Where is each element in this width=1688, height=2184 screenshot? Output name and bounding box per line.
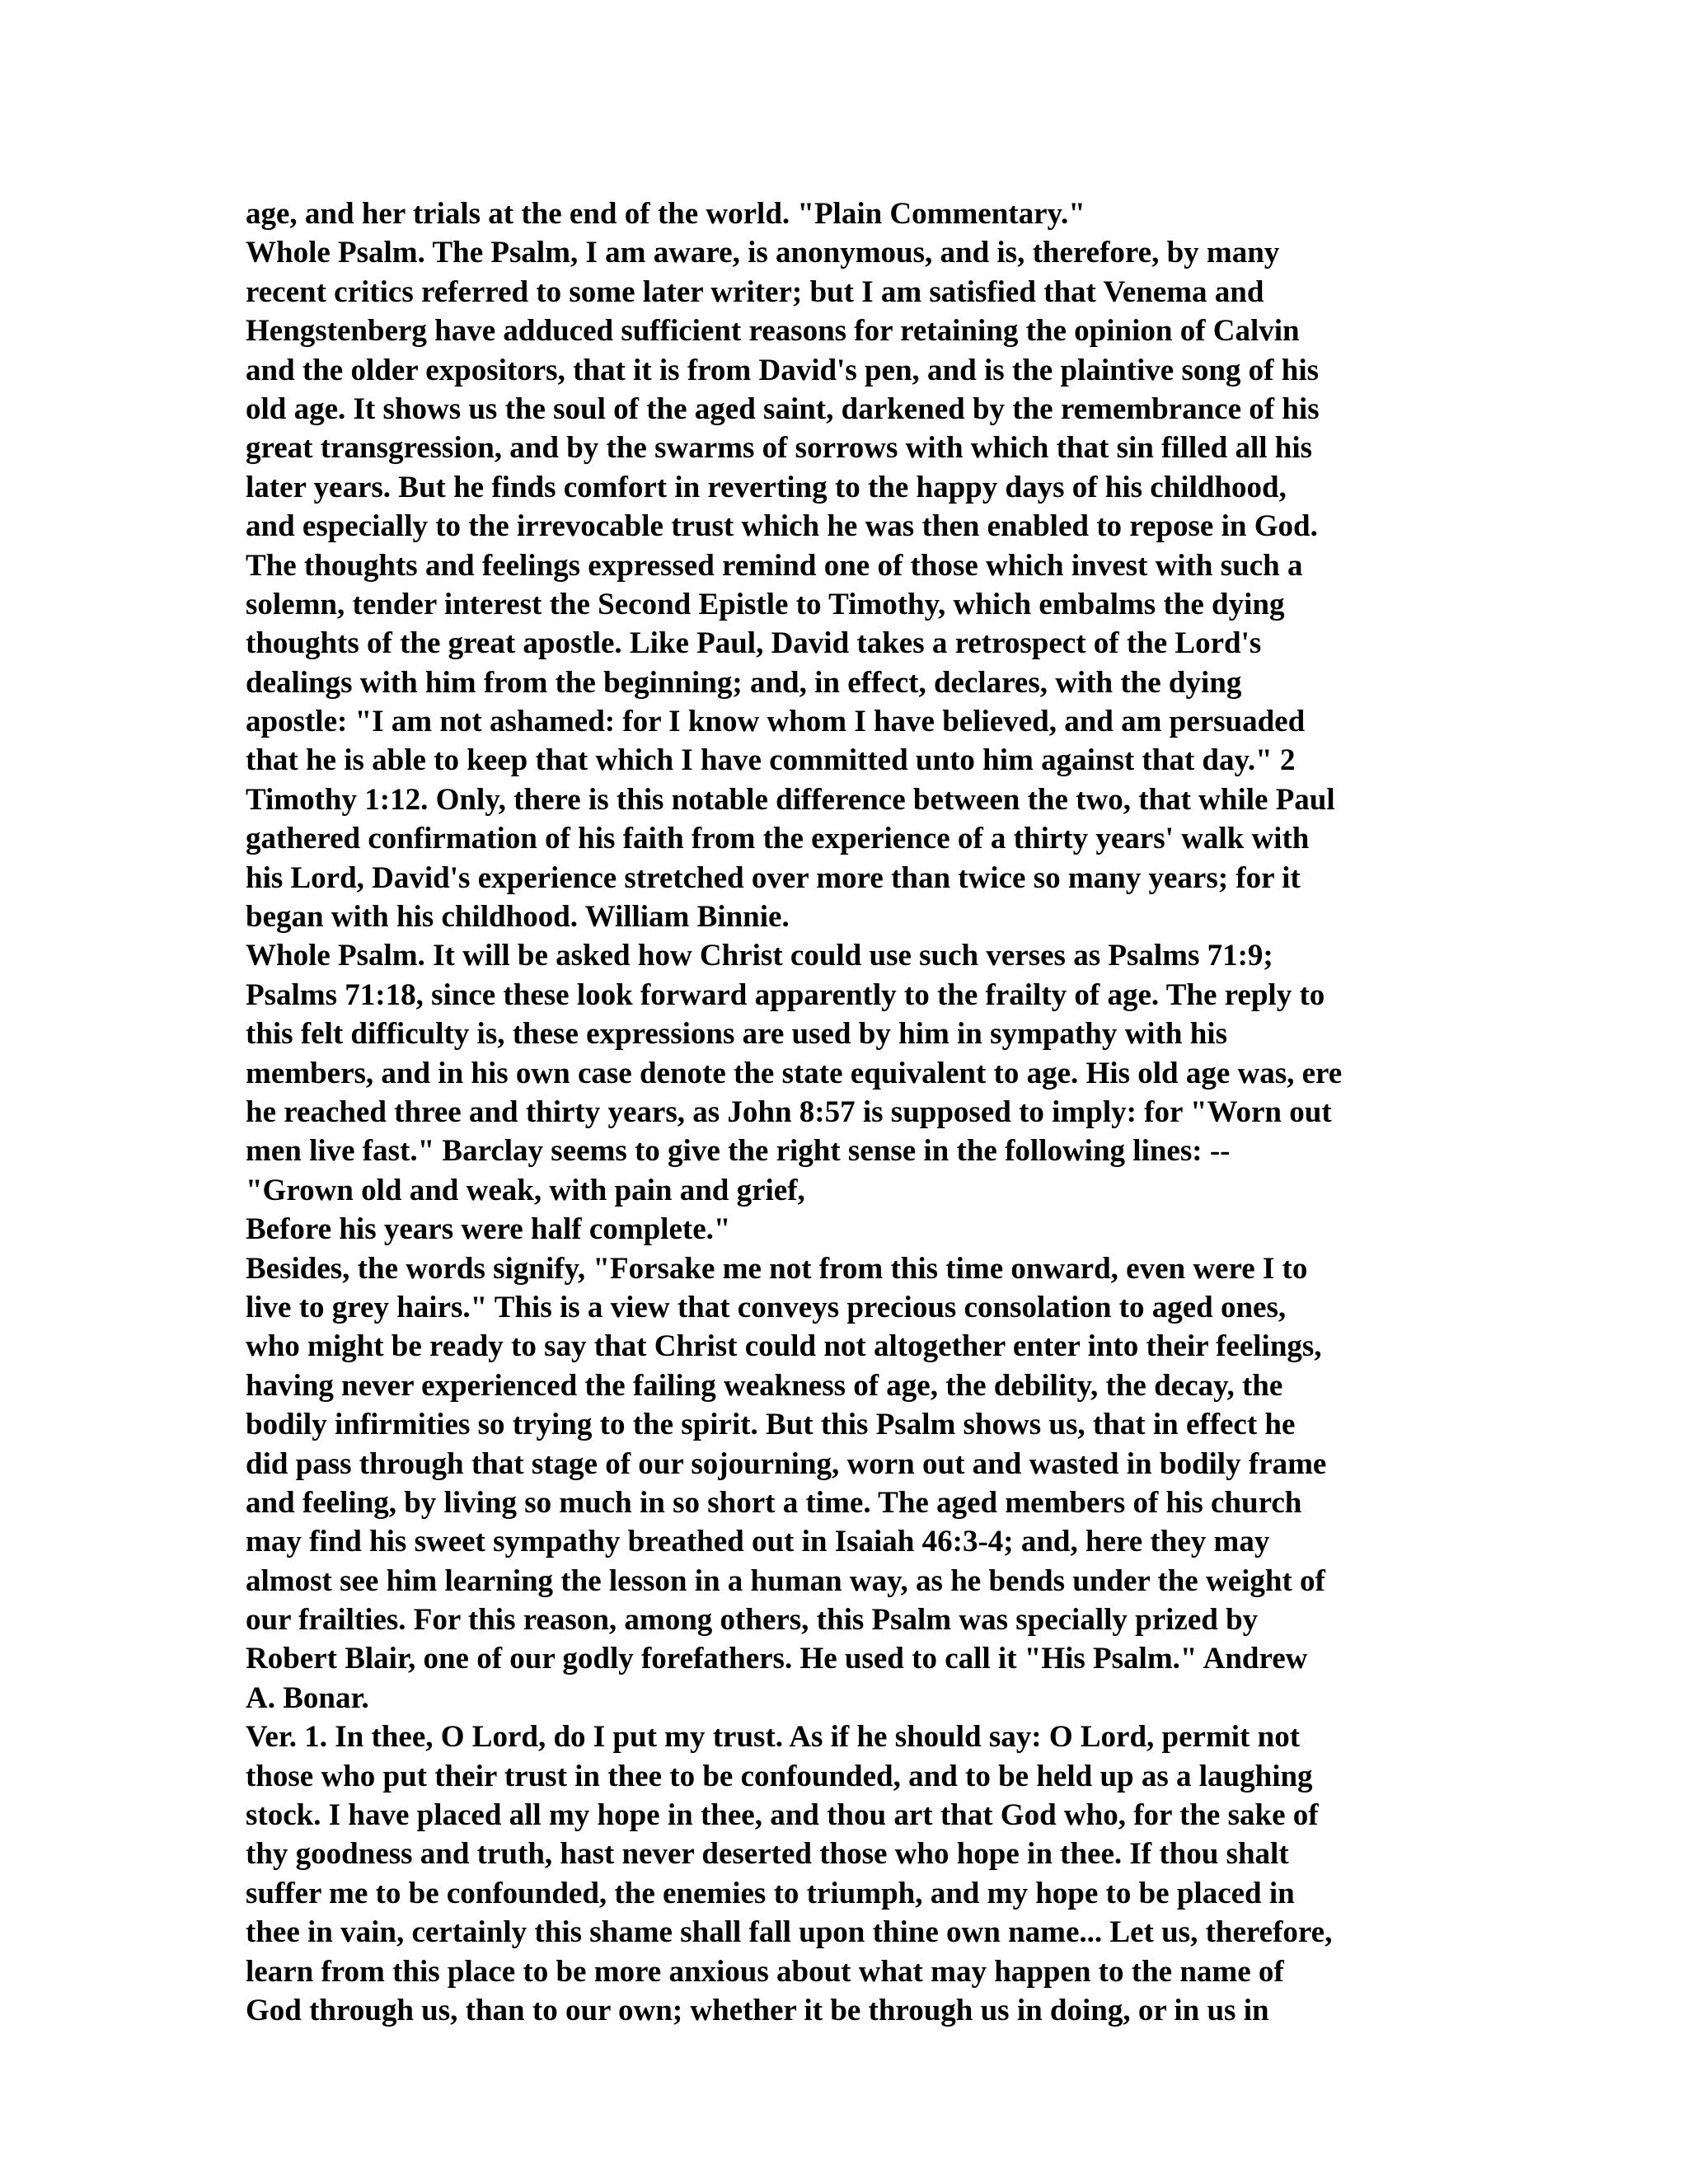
text-line: The thoughts and feelings expressed remind one of those which invest with such a (246, 548, 1303, 583)
text-line: did pass through that stage of our sojourning, worn out and wasted in bodily frame (246, 1446, 1327, 1481)
text-line: thee in vain, certainly this shame shall fall upon thine own name... Let us, therefore, (246, 1915, 1333, 1950)
text-line: great transgression, and by the swarms of sorrows with which that sin filled all his (246, 431, 1313, 466)
text-line: and especially to the irrevocable trust which he was then enabled to repose in God. (246, 509, 1318, 544)
text-line: this felt difficulty is, these expressions are used by him in sympathy with his (246, 1017, 1227, 1052)
text-line: learn from this place to be more anxious about what may happen to the name of (246, 1954, 1284, 1989)
text-line: Before his years were half complete." (246, 1212, 731, 1247)
text-line: "Grown old and weak, with pain and grief, (246, 1173, 805, 1207)
text-line: Psalms 71:18, since these look forward apparently to the frailty of age. The reply to (246, 977, 1325, 1012)
text-line: our frailties. For this reason, among others, this Psalm was specially prized by (246, 1603, 1259, 1638)
text-line: Robert Blair, one of our godly forefathers. He used to call it "His Psalm." Andrew (246, 1642, 1308, 1676)
text-line: age, and her trials at the end of the world. "Plain Commentary." (246, 197, 1085, 231)
text-line: recent critics referred to some later writer; but I am satisfied that Venema and (246, 274, 1264, 309)
text-line: Whole Psalm. The Psalm, I am aware, is anonymous, and is, therefore, by many (246, 236, 1280, 270)
text-line: gathered confirmation of his faith from the experience of a thirty years' walk with (246, 822, 1310, 856)
text-line: later years. But he finds comfort in reverting to the happy days of his childhood, (246, 470, 1287, 504)
text-line: A. Bonar. (246, 1680, 369, 1715)
text-line: members, and in his own case denote the state equivalent to age. His old age was, ere (246, 1056, 1343, 1090)
text-line: he reached three and thirty years, as John 8:57 is supposed to imply: for "Worn out (246, 1094, 1332, 1129)
text-line: those who put their trust in thee to be confounded, and to be held up as a laughing (246, 1759, 1313, 1793)
text-line: thoughts of the great apostle. Like Paul, David takes a retrospect of the Lord's (246, 626, 1262, 661)
text-line: solemn, tender interest the Second Epistle to Timothy, which embalms the dying (246, 587, 1285, 621)
text-line: who might be ready to say that Christ could not altogether enter into their feelings, (246, 1329, 1322, 1364)
text-line: Hengstenberg have adduced sufficient reasons for retaining the opinion of Calvin (246, 314, 1300, 349)
text-line: almost see him learning the lesson in a human way, as he bends under the weight of (246, 1563, 1325, 1598)
text-line: apostle: "I am not ashamed: for I know whom I have believed, and am persuaded (246, 705, 1306, 739)
text-line: Ver. 1. In thee, O Lord, do I put my trust. As if he should say: O Lord, permit not (246, 1720, 1301, 1755)
text-line: and feeling, by living so much in so short a time. The aged members of his church (246, 1485, 1302, 1520)
text-line: his Lord, David's experience stretched over more than twice so many years; for it (246, 860, 1301, 895)
document-page (246, 194, 1432, 2030)
text-line: Whole Psalm. It will be asked how Christ could use such verses as Psalms 71:9; (246, 939, 1273, 973)
text-line: may find his sweet sympathy breathed out in Isaiah 46:3-4; and, here they may (246, 1525, 1270, 1559)
text-line: Timothy 1:12. Only, there is this notable difference between the two, that while Paul (246, 782, 1335, 817)
text-line: Besides, the words signify, "Forsake me not from this time onward, even were I to (246, 1251, 1308, 1286)
text-line: suffer me to be confounded, the enemies to triumph, and my hope to be placed in (246, 1876, 1295, 1910)
text-line: and the older expositors, that it is from David's pen, and is the plaintive song of his (246, 353, 1320, 387)
text-line: God through us, than to our own; whether it be through us in doing, or in us in (246, 1993, 1269, 2027)
text-line: that he is able to keep that which I have committed unto him against that day." 2 (246, 743, 1296, 778)
text-line: men live fast." Barclay seems to give the right sense in the following lines: -- (246, 1134, 1231, 1169)
text-line: dealings with him from the beginning; and, in effect, declares, with the dying (246, 665, 1242, 700)
text-line: bodily infirmities so trying to the spirit. But this Psalm shows us, that in effect he (246, 1408, 1296, 1442)
text-line: live to grey hairs." This is a view that conveys precious consolation to aged ones, (246, 1290, 1287, 1324)
text-line: having never experienced the failing weakness of age, the debility, the decay, the (246, 1368, 1283, 1403)
text-line: old age. It shows us the soul of the aged saint, darkened by the remembrance of his (246, 391, 1320, 426)
text-line: began with his childhood. William Binnie. (246, 900, 790, 935)
text-line: thy goodness and truth, hast never deserted those who hope in thee. If thou shalt (246, 1837, 1289, 1872)
text-line: stock. I have placed all my hope in thee, and thou art that God who, for the sake of (246, 1798, 1319, 1833)
